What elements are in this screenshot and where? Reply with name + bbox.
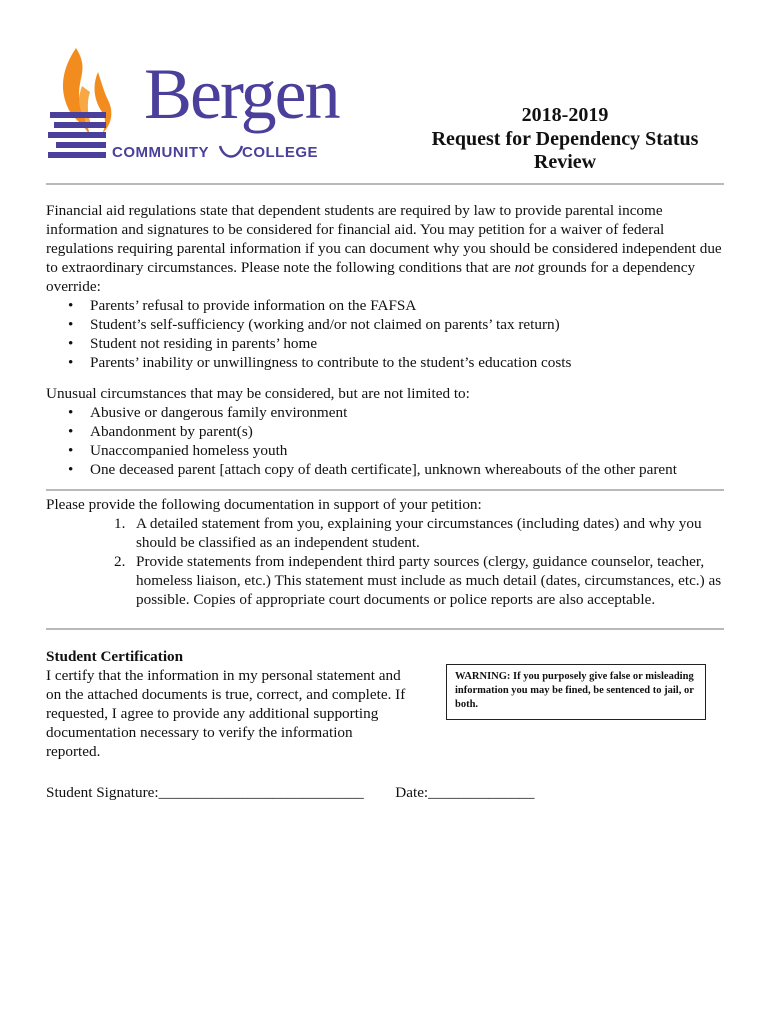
certification-text: I certify that the information in my personal statement and on the attached documents is true, correct, and complete. If requested, I agree to provide any additional supporting documentation necessary to verify the information reported. [46, 667, 406, 760]
list-item: • Abusive or dangerous family environment [68, 404, 348, 421]
list-item: 1. A detailed statement from you, explaining your circumstances (including dates) and why you should be classified as an independent student. [114, 515, 702, 551]
intro-section [46, 201, 726, 372]
list-item: • Student’s self-sufficiency (working and/or not claimed on parents’ tax return) [68, 316, 560, 333]
intro-paragraph: Financial aid regulations state that dependent students are required by law to provide parental income information and signatures to be considered for financial aid. You may petition for a waiver of federal regulations requiring parental information if you can document why you should be considered independent due to extraordinary circumstances. Please note the following conditions that are not grounds for a dependency override: [46, 202, 722, 295]
list-item: • Student not residing in parents’ home [68, 335, 318, 352]
logo-swoosh-icon [218, 142, 244, 164]
divider [46, 489, 724, 491]
non-grounds-list [46, 296, 726, 372]
intro-emphasis: not [514, 259, 534, 276]
documentation-section [46, 495, 726, 609]
list-item: • Parents’ inability or unwillingness to contribute to the student’s education costs [68, 354, 572, 371]
college-logo [46, 46, 339, 171]
documentation-heading: Please provide the following documentation in support of your petition: [46, 496, 482, 513]
date-label: Date: [395, 784, 429, 801]
signature-row [46, 784, 534, 802]
list-item: • One deceased parent [attach copy of death certificate], unknown whereabouts of the other parent [68, 461, 677, 478]
unusual-heading: Unusual circumstances that may be considered, but are not limited to: [46, 385, 470, 402]
form-title: Request for Dependency Status Review [431, 128, 699, 173]
logo-subtitle-community: COMMUNITY [112, 144, 209, 161]
certification-heading: Student Certification [46, 648, 184, 665]
student-signature-field[interactable]: ___________________________ [158, 784, 364, 801]
logo-subtitle-college: COLLEGE [242, 144, 319, 161]
divider [46, 183, 724, 185]
form-year: 2018-2019 [521, 104, 609, 126]
unusual-list [46, 403, 726, 479]
list-item: • Abandonment by parent(s) [68, 423, 253, 440]
list-item: • Parents’ refusal to provide information on the FAFSA [68, 297, 417, 314]
warning-box: WARNING: If you purposely give false or misleading information you may be fined, be sentenced to jail, or both. [446, 664, 706, 720]
divider [46, 628, 724, 630]
unusual-section [46, 384, 726, 479]
list-item: • Unaccompanied homeless youth [68, 442, 288, 459]
date-field[interactable]: ______________ [428, 784, 535, 801]
logo-wordmark: Bergen [144, 54, 339, 134]
student-signature-label: Student Signature: [46, 784, 159, 801]
documentation-list [46, 514, 726, 609]
list-item: 2. Provide statements from independent third party sources (clergy, guidance counselor, teacher, homeless liaison, etc.) This statement must include as much detail (dates, circumstances, etc.) as possible. Copies of appropriate court documents or police reports are also acceptable. [114, 553, 722, 608]
